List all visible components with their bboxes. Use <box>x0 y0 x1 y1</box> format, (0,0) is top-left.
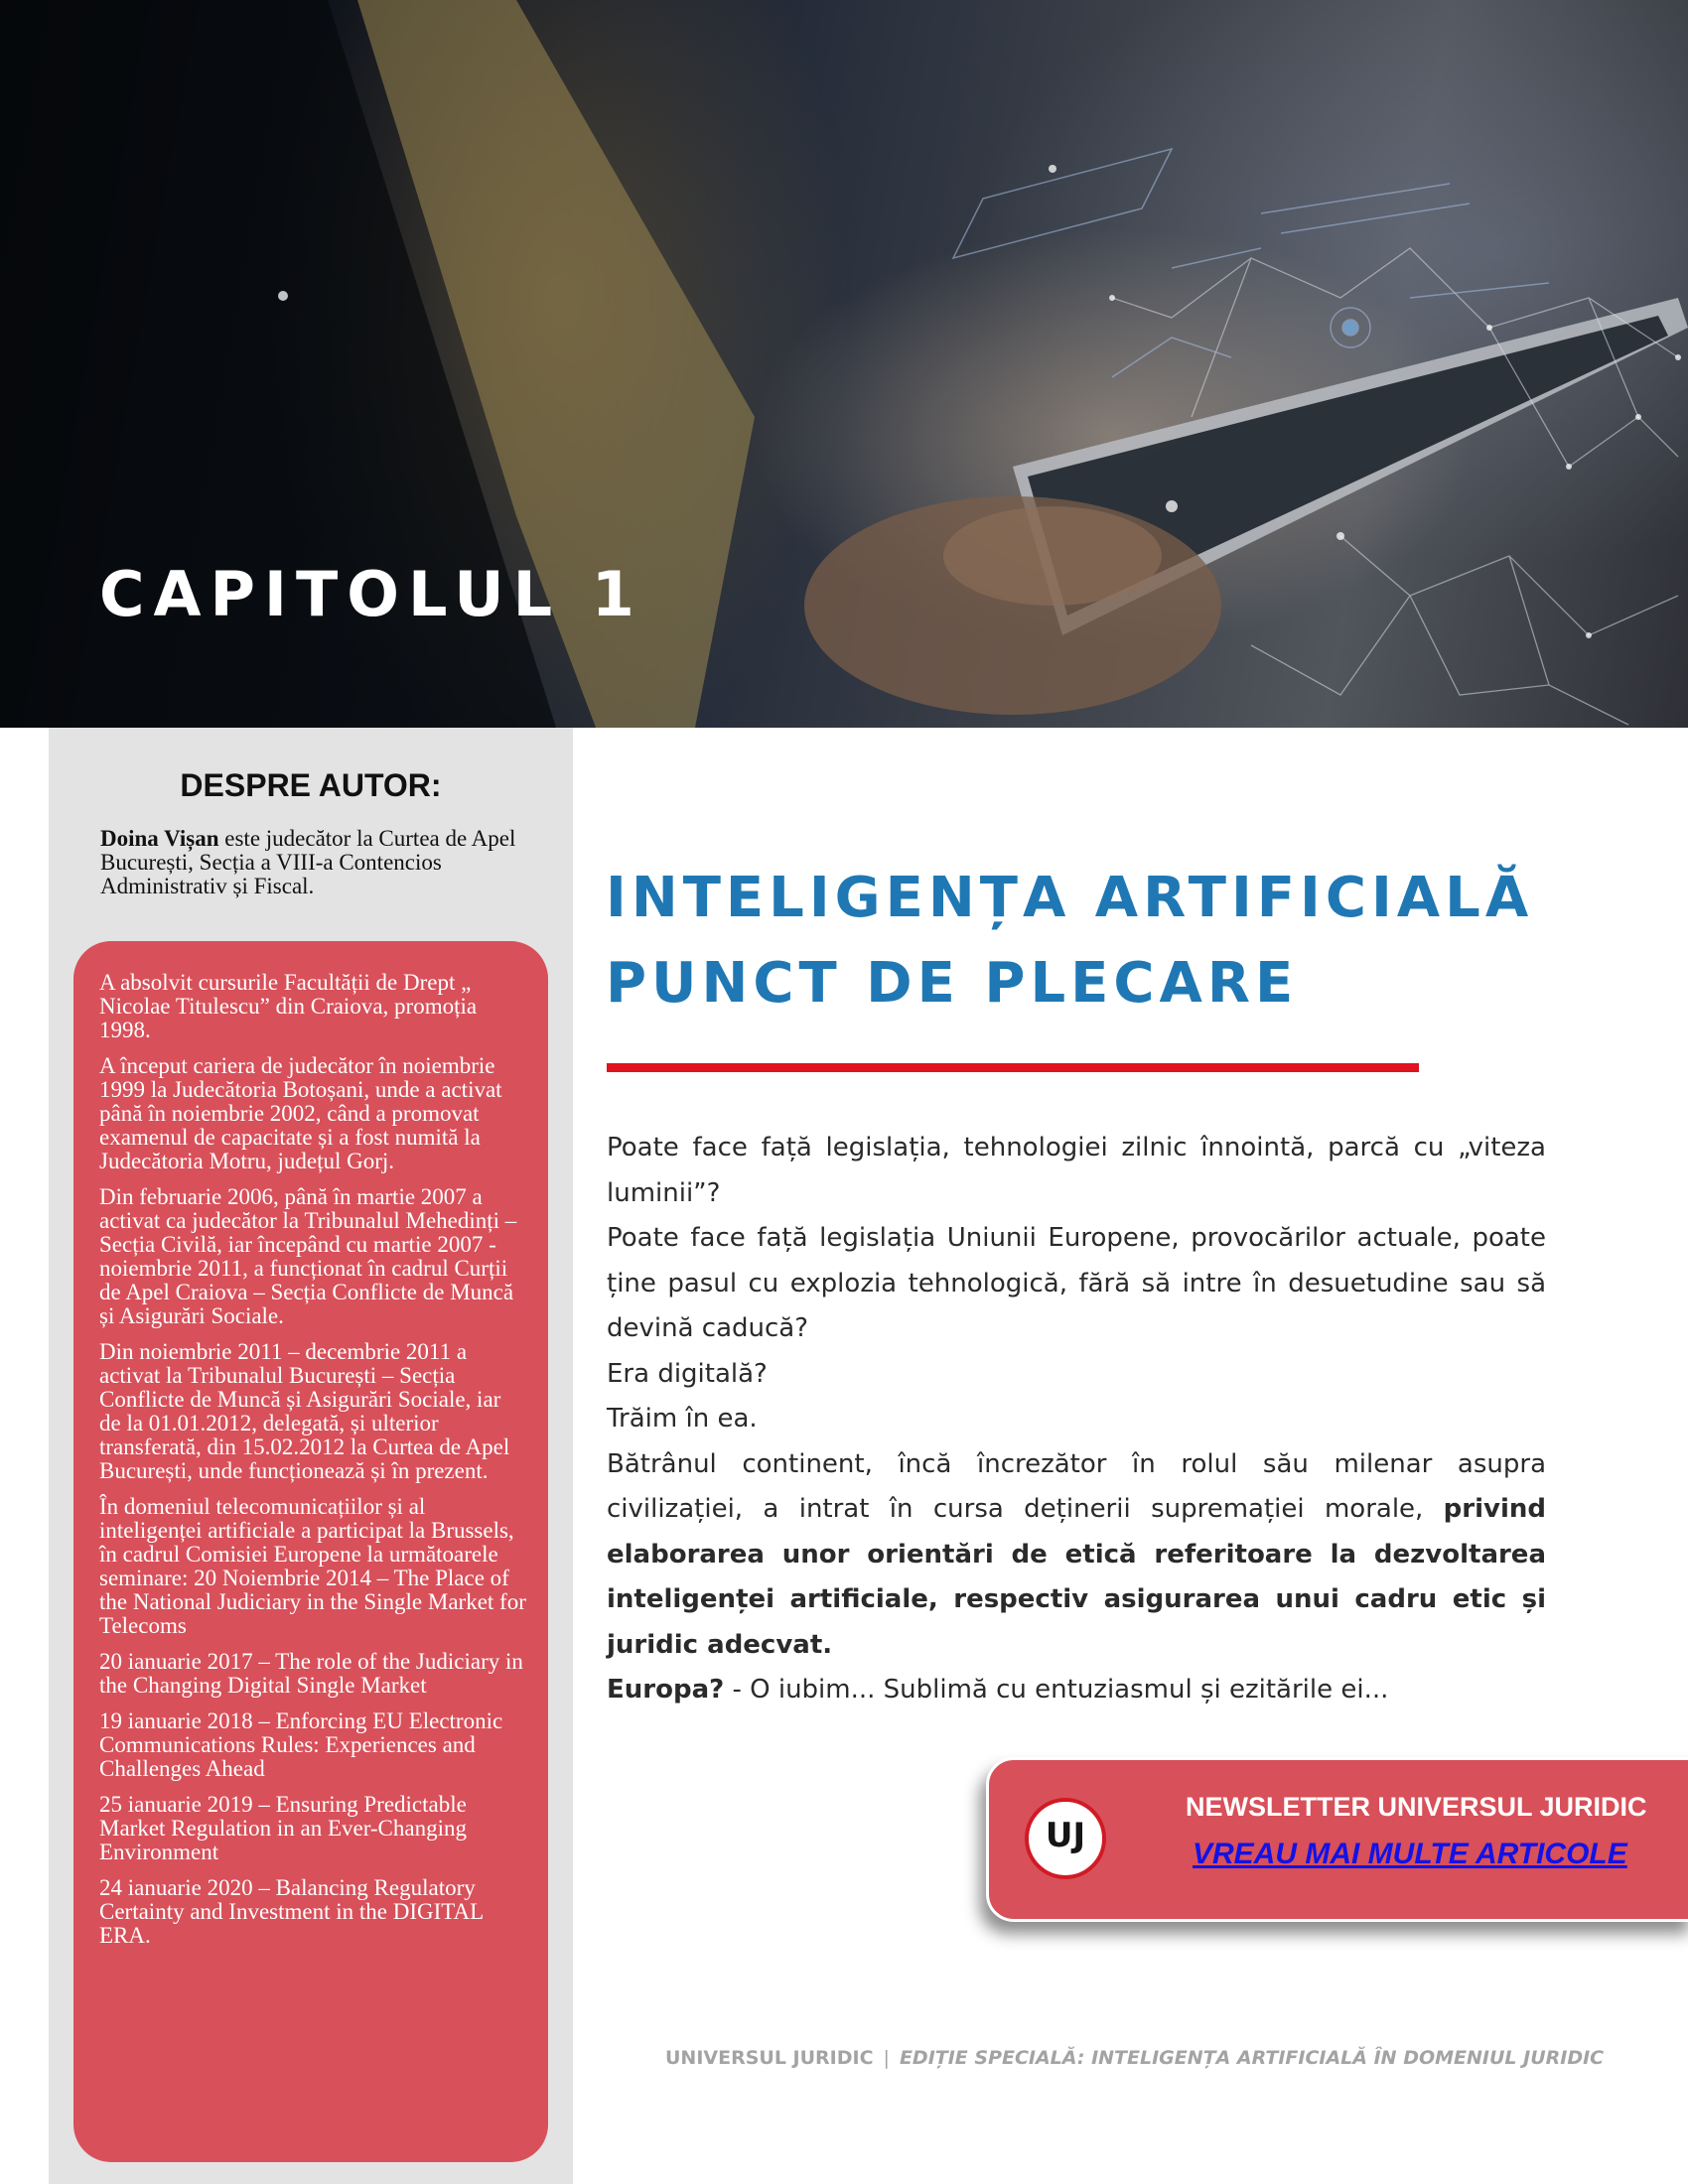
author-intro <box>100 827 537 898</box>
about-author-heading: DESPRE AUTOR: <box>180 767 442 803</box>
author-sidebar <box>49 728 573 2184</box>
footer-publication: UNIVERSUL JURIDIC <box>665 2047 874 2069</box>
chapter-title: CAPITOLUL 1 <box>99 558 643 630</box>
article-paragraph: Poate face față legislația Uniunii Europene, provocărilor actuale, poate ține pasul cu explozia tehnologică, fără să intre în desuetudine sau să devină caducă? <box>607 1223 1546 1343</box>
bio-paragraph: 24 ianuarie 2020 – Balancing Regulatory Certainty and Investment in the DIGITAL ERA. <box>99 1875 484 1948</box>
bio-paragraph: 20 ianuarie 2017 – The role of the Judiciary in the Changing Digital Single Market <box>99 1649 523 1698</box>
article-paragraph <box>607 1442 1546 1669</box>
article-paragraph: Trăim în ea. <box>607 1404 758 1433</box>
bio-paragraph: 25 ianuarie 2019 – Ensuring Predictable Market Regulation in an Ever-Changing Environment <box>99 1792 467 1864</box>
bio-paragraph: Din februarie 2006, până în martie 2007 a activat ca judecător la Tribunalul Mehedinți – Secția Civilă, iar începând cu martie 2007 - noiembrie 2011, a funcționat în cadrul Curții de Apel Craiova – Secția Conflicte de Muncă și Asigurări Sociale. <box>99 1184 517 1328</box>
newsletter-banner <box>986 1757 1688 1922</box>
bio-paragraph: A absolvit cursurile Facultății de Drept „ Nicolae Titulescu” din Craiova, promoția 1998. <box>99 970 478 1042</box>
bio-paragraph: A început cariera de judecător în noiembrie 1999 la Judecătoria Botoșani, unde a activat până în noiembrie 2002, când a promovat examenul de capacitate și a fost numită la Judecătoria Motru, județul Gorj. <box>99 1053 502 1173</box>
logo-text: UJ <box>1045 1816 1086 1855</box>
bio-paragraph: 19 ianuarie 2018 – Enforcing EU Electronic Communications Rules: Experiences and Challenges Ahead <box>99 1708 503 1781</box>
more-articles-link[interactable]: VREAU MAI MULTE ARTICOLE <box>1193 1838 1627 1870</box>
author-name: Doina Vișan <box>100 826 219 851</box>
article-emphasis: Europa? <box>607 1675 725 1705</box>
article-paragraph: Era digitală? <box>607 1358 768 1389</box>
footer-separator: | <box>883 2047 890 2069</box>
article-paragraph: Poate face față legislația, tehnologiei zilnic înnointă, parcă cu „viteza luminii”? <box>607 1133 1546 1208</box>
article-title <box>606 856 1533 1026</box>
article-paragraph <box>607 1668 1546 1713</box>
hero-image <box>0 0 1688 728</box>
article-text: Bătrânul continent, încă încrezător în rolul său milenar asupra civilizației, a intrat în cursa deținerii supremației morale, <box>607 1448 1546 1524</box>
author-role: este judecător la Curtea de Apel București, Secția a VIII-a Contencios Administrativ și Fiscal. <box>100 826 516 898</box>
title-divider <box>607 1063 1419 1072</box>
article-title-line-2: PUNCT DE PLECARE <box>606 951 1299 1016</box>
author-bio-box <box>73 941 548 2162</box>
newsletter-title: NEWSLETTER UNIVERSUL JURIDIC <box>1186 1792 1647 1822</box>
article-body <box>607 1126 1546 1713</box>
article-emphasis: privind elaborarea unor orientări de etică referitoare la dezvoltarea inteligenței artificiale, respectiv asigurarea unui cadru etic și juridic adecvat. <box>607 1494 1546 1660</box>
article-text: - O iubim... Sublimă cu entuziasmul și ezitările ei... <box>724 1675 1389 1705</box>
bio-paragraph: În domeniul telecomunicațiilor și al inteligenței artificiale a participat la Brussels, în cadrul Comisiei Europene la următoarele seminare: 20 Noiembrie 2014 – The Place of the National Judiciary in the Single Market for Telecoms <box>99 1494 526 1638</box>
universul-juridic-logo <box>1025 1798 1106 1879</box>
article-title-line-1: INTELIGENȚA ARTIFICIALĂ <box>606 866 1534 930</box>
footer-edition: EDIȚIE SPECIALĂ: INTELIGENȚA ARTIFICIALĂ ÎN DOMENIUL JURIDIC <box>899 2047 1605 2069</box>
page-footer <box>665 2047 1604 2069</box>
bio-paragraph: Din noiembrie 2011 – decembrie 2011 a activat la Tribunalul București – Secția Conflicte de Muncă și Asigurări Sociale, iar de la 01.01.2012, delegată, și ulterior transferată, din 15.02.2012 la Curtea de Apel București, unde funcționează și în prezent. <box>99 1339 510 1483</box>
